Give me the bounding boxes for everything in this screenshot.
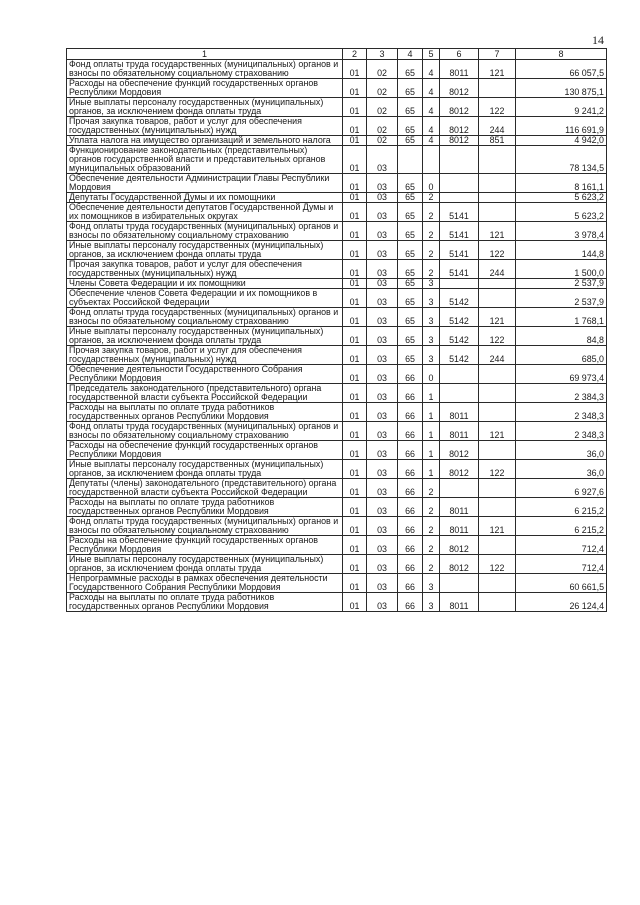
subsection-code-cell: 03 bbox=[367, 460, 398, 479]
article-code-cell: 5142 bbox=[440, 346, 479, 365]
table-row bbox=[67, 241, 607, 260]
subprogram-code-cell: 3 bbox=[423, 289, 440, 308]
subprogram-code-cell: 4 bbox=[423, 79, 440, 98]
table-row bbox=[67, 498, 607, 517]
row-name-cell: Расходы на выплаты по оплате труда работников государственных органов Республики Мордовия bbox=[67, 403, 343, 422]
subprogram-code-cell: 3 bbox=[423, 279, 440, 289]
table-row bbox=[67, 403, 607, 422]
row-name-cell: Депутаты Государственной Думы и их помощники bbox=[67, 193, 343, 203]
subprogram-code-cell: 2 bbox=[423, 203, 440, 222]
header-cell: 4 bbox=[398, 49, 423, 60]
article-code-cell bbox=[440, 384, 479, 403]
section-code-cell: 01 bbox=[343, 98, 367, 117]
section-code-cell: 01 bbox=[343, 517, 367, 536]
table-row bbox=[67, 593, 607, 612]
article-code-cell: 8012 bbox=[440, 441, 479, 460]
table-row bbox=[67, 346, 607, 365]
section-code-cell: 01 bbox=[343, 260, 367, 279]
header-cell: 6 bbox=[440, 49, 479, 60]
amount-cell: 6 215,2 bbox=[516, 498, 607, 517]
row-name-cell: Депутаты (члены) законодательного (представительного) органа государственной власти субъекта Российской Федерации bbox=[67, 479, 343, 498]
expense-type-cell: 121 bbox=[479, 422, 516, 441]
article-code-cell: 5142 bbox=[440, 327, 479, 346]
amount-cell: 36,0 bbox=[516, 441, 607, 460]
table-row bbox=[67, 441, 607, 460]
program-code-cell: 65 bbox=[398, 193, 423, 203]
program-code-cell: 65 bbox=[398, 117, 423, 136]
section-code-cell: 01 bbox=[343, 136, 367, 146]
subsection-code-cell: 03 bbox=[367, 517, 398, 536]
article-code-cell: 8011 bbox=[440, 517, 479, 536]
program-code-cell: 65 bbox=[398, 289, 423, 308]
article-code-cell: 5141 bbox=[440, 203, 479, 222]
section-code-cell: 01 bbox=[343, 241, 367, 260]
article-code-cell: 5141 bbox=[440, 260, 479, 279]
amount-cell: 36,0 bbox=[516, 460, 607, 479]
subsection-code-cell: 03 bbox=[367, 222, 398, 241]
article-code-cell: 8012 bbox=[440, 136, 479, 146]
row-name-cell: Обеспечение членов Совета Федерации и их помощников в субъектах Российской Федерации bbox=[67, 289, 343, 308]
subprogram-code-cell: 2 bbox=[423, 479, 440, 498]
row-name-cell: Иные выплаты персоналу государственных (муниципальных) органов, за исключением фонда оплаты труда bbox=[67, 98, 343, 117]
subsection-code-cell: 03 bbox=[367, 384, 398, 403]
section-code-cell: 01 bbox=[343, 279, 367, 289]
row-name-cell: Прочая закупка товаров, работ и услуг для обеспечения государственных (муниципальных) нужд bbox=[67, 346, 343, 365]
row-name-cell: Фонд оплаты труда государственных (муниципальных) органов и взносы по обязательному социальному страхованию bbox=[67, 60, 343, 79]
section-code-cell: 01 bbox=[343, 174, 367, 193]
subsection-code-cell: 03 bbox=[367, 593, 398, 612]
amount-cell: 5 623,2 bbox=[516, 193, 607, 203]
table-row bbox=[67, 460, 607, 479]
subprogram-code-cell: 0 bbox=[423, 174, 440, 193]
article-code-cell bbox=[440, 479, 479, 498]
subsection-code-cell: 03 bbox=[367, 555, 398, 574]
subprogram-code-cell: 3 bbox=[423, 327, 440, 346]
row-name-cell: Функционирование законодательных (представительных) органов государственной власти и представительных органов муниципальных образований bbox=[67, 146, 343, 174]
expense-type-cell: 121 bbox=[479, 222, 516, 241]
subprogram-code-cell: 1 bbox=[423, 441, 440, 460]
expense-type-cell: 121 bbox=[479, 517, 516, 536]
subsection-code-cell: 03 bbox=[367, 193, 398, 203]
subprogram-code-cell: 3 bbox=[423, 593, 440, 612]
article-code-cell: 8012 bbox=[440, 117, 479, 136]
subsection-code-cell: 02 bbox=[367, 98, 398, 117]
expense-type-cell bbox=[479, 384, 516, 403]
subsection-code-cell: 03 bbox=[367, 498, 398, 517]
article-code-cell bbox=[440, 574, 479, 593]
section-code-cell: 01 bbox=[343, 327, 367, 346]
expense-type-cell bbox=[479, 279, 516, 289]
program-code-cell: 66 bbox=[398, 536, 423, 555]
program-code-cell: 65 bbox=[398, 60, 423, 79]
section-code-cell: 01 bbox=[343, 365, 367, 384]
subsection-code-cell: 03 bbox=[367, 365, 398, 384]
table-row bbox=[67, 117, 607, 136]
section-code-cell: 01 bbox=[343, 117, 367, 136]
subprogram-code-cell: 1 bbox=[423, 460, 440, 479]
amount-cell: 1 768,1 bbox=[516, 308, 607, 327]
row-name-cell: Прочая закупка товаров, работ и услуг для обеспечения государственных (муниципальных) нужд bbox=[67, 117, 343, 136]
amount-cell: 26 124,4 bbox=[516, 593, 607, 612]
program-code-cell: 66 bbox=[398, 593, 423, 612]
table-row bbox=[67, 422, 607, 441]
article-code-cell: 8011 bbox=[440, 498, 479, 517]
program-code-cell: 65 bbox=[398, 327, 423, 346]
section-code-cell: 01 bbox=[343, 289, 367, 308]
subprogram-code-cell: 2 bbox=[423, 222, 440, 241]
expense-type-cell: 121 bbox=[479, 60, 516, 79]
expense-type-cell bbox=[479, 79, 516, 98]
expense-type-cell bbox=[479, 441, 516, 460]
article-code-cell: 8012 bbox=[440, 460, 479, 479]
subprogram-code-cell: 2 bbox=[423, 536, 440, 555]
subprogram-code-cell: 2 bbox=[423, 193, 440, 203]
subprogram-code-cell: 0 bbox=[423, 365, 440, 384]
amount-cell: 685,0 bbox=[516, 346, 607, 365]
subsection-code-cell: 03 bbox=[367, 574, 398, 593]
subsection-code-cell: 03 bbox=[367, 441, 398, 460]
article-code-cell: 5141 bbox=[440, 222, 479, 241]
table-row bbox=[67, 536, 607, 555]
subprogram-code-cell: 4 bbox=[423, 117, 440, 136]
budget-table bbox=[66, 48, 607, 612]
program-code-cell: 65 bbox=[398, 260, 423, 279]
subprogram-code-cell: 1 bbox=[423, 403, 440, 422]
row-name-cell: Фонд оплаты труда государственных (муниципальных) органов и взносы по обязательному социальному страхованию bbox=[67, 422, 343, 441]
table-row bbox=[67, 98, 607, 117]
subprogram-code-cell: 2 bbox=[423, 555, 440, 574]
row-name-cell: Иные выплаты персоналу государственных (муниципальных) органов, за исключением фонда оплаты труда bbox=[67, 460, 343, 479]
table-row bbox=[67, 289, 607, 308]
section-code-cell: 01 bbox=[343, 479, 367, 498]
program-code-cell: 66 bbox=[398, 555, 423, 574]
amount-cell: 69 973,4 bbox=[516, 365, 607, 384]
program-code-cell: 66 bbox=[398, 403, 423, 422]
row-name-cell: Расходы на выплаты по оплате труда работников государственных органов Республики Мордовия bbox=[67, 498, 343, 517]
subsection-code-cell: 03 bbox=[367, 174, 398, 193]
program-code-cell: 65 bbox=[398, 241, 423, 260]
subsection-code-cell: 03 bbox=[367, 327, 398, 346]
amount-cell: 130 875,1 bbox=[516, 79, 607, 98]
row-name-cell: Расходы на обеспечение функций государственных органов Республики Мордовия bbox=[67, 79, 343, 98]
header-cell: 3 bbox=[367, 49, 398, 60]
amount-cell: 3 978,4 bbox=[516, 222, 607, 241]
article-code-cell: 8012 bbox=[440, 536, 479, 555]
subprogram-code-cell: 4 bbox=[423, 98, 440, 117]
table-row bbox=[67, 260, 607, 279]
amount-cell: 6 927,6 bbox=[516, 479, 607, 498]
subsection-code-cell: 02 bbox=[367, 117, 398, 136]
article-code-cell bbox=[440, 365, 479, 384]
subsection-code-cell: 03 bbox=[367, 279, 398, 289]
section-code-cell: 01 bbox=[343, 79, 367, 98]
amount-cell: 116 691,9 bbox=[516, 117, 607, 136]
table-row bbox=[67, 193, 607, 203]
expense-type-cell: 122 bbox=[479, 327, 516, 346]
table-row bbox=[67, 203, 607, 222]
expense-type-cell: 122 bbox=[479, 98, 516, 117]
expense-type-cell: 122 bbox=[479, 241, 516, 260]
section-code-cell: 01 bbox=[343, 555, 367, 574]
amount-cell: 2 348,3 bbox=[516, 422, 607, 441]
subprogram-code-cell: 2 bbox=[423, 498, 440, 517]
program-code-cell: 66 bbox=[398, 422, 423, 441]
program-code-cell: 66 bbox=[398, 460, 423, 479]
amount-cell: 2 537,9 bbox=[516, 289, 607, 308]
article-code-cell: 8011 bbox=[440, 60, 479, 79]
table-row bbox=[67, 60, 607, 79]
program-code-cell: 66 bbox=[398, 517, 423, 536]
program-code-cell bbox=[398, 146, 423, 174]
program-code-cell: 65 bbox=[398, 222, 423, 241]
program-code-cell: 65 bbox=[398, 98, 423, 117]
row-name-cell: Обеспечение деятельности депутатов Государственной Думы и их помощников в избирательных округах bbox=[67, 203, 343, 222]
article-code-cell: 8011 bbox=[440, 422, 479, 441]
program-code-cell: 66 bbox=[398, 574, 423, 593]
program-code-cell: 65 bbox=[398, 79, 423, 98]
row-name-cell: Фонд оплаты труда государственных (муниципальных) органов и взносы по обязательному социальному страхованию bbox=[67, 222, 343, 241]
table-row bbox=[67, 308, 607, 327]
header-cell: 8 bbox=[516, 49, 607, 60]
section-code-cell: 01 bbox=[343, 346, 367, 365]
article-code-cell bbox=[440, 174, 479, 193]
subsection-code-cell: 03 bbox=[367, 479, 398, 498]
program-code-cell: 65 bbox=[398, 308, 423, 327]
row-name-cell: Иные выплаты персоналу государственных (муниципальных) органов, за исключением фонда оплаты труда bbox=[67, 555, 343, 574]
subprogram-code-cell: 3 bbox=[423, 346, 440, 365]
subsection-code-cell: 03 bbox=[367, 536, 398, 555]
subsection-code-cell: 03 bbox=[367, 241, 398, 260]
article-code-cell bbox=[440, 146, 479, 174]
page-number: 14 bbox=[592, 33, 604, 47]
subprogram-code-cell: 2 bbox=[423, 517, 440, 536]
subsection-code-cell: 02 bbox=[367, 79, 398, 98]
table-row bbox=[67, 174, 607, 193]
program-code-cell: 66 bbox=[398, 384, 423, 403]
subprogram-code-cell: 2 bbox=[423, 260, 440, 279]
section-code-cell: 01 bbox=[343, 593, 367, 612]
article-code-cell bbox=[440, 279, 479, 289]
subsection-code-cell: 02 bbox=[367, 60, 398, 79]
row-name-cell: Иные выплаты персоналу государственных (муниципальных) органов, за исключением фонда оплаты труда bbox=[67, 241, 343, 260]
expense-type-cell bbox=[479, 365, 516, 384]
row-name-cell: Обеспечение деятельности Государственного Собрания Республики Мордовия bbox=[67, 365, 343, 384]
program-code-cell: 65 bbox=[398, 136, 423, 146]
expense-type-cell bbox=[479, 536, 516, 555]
program-code-cell: 66 bbox=[398, 365, 423, 384]
subsection-code-cell: 03 bbox=[367, 308, 398, 327]
section-code-cell: 01 bbox=[343, 403, 367, 422]
amount-cell: 712,4 bbox=[516, 555, 607, 574]
row-name-cell: Расходы на обеспечение функций государственных органов Республики Мордовия bbox=[67, 441, 343, 460]
subprogram-code-cell: 4 bbox=[423, 60, 440, 79]
row-name-cell: Фонд оплаты труда государственных (муниципальных) органов и взносы по обязательному социальному страхованию bbox=[67, 308, 343, 327]
section-code-cell: 01 bbox=[343, 203, 367, 222]
section-code-cell: 01 bbox=[343, 536, 367, 555]
expense-type-cell bbox=[479, 498, 516, 517]
article-code-cell: 5142 bbox=[440, 289, 479, 308]
table-row bbox=[67, 555, 607, 574]
article-code-cell: 5141 bbox=[440, 241, 479, 260]
header-cell: 7 bbox=[479, 49, 516, 60]
row-name-cell: Члены Совета Федерации и их помощники bbox=[67, 279, 343, 289]
subprogram-code-cell: 1 bbox=[423, 384, 440, 403]
amount-cell: 6 215,2 bbox=[516, 517, 607, 536]
expense-type-cell: 851 bbox=[479, 136, 516, 146]
row-name-cell: Председатель законодательного (представительного) органа государственной власти субъекта Российской Федерации bbox=[67, 384, 343, 403]
expense-type-cell: 121 bbox=[479, 308, 516, 327]
row-name-cell: Непрограммные расходы в рамках обеспечения деятельности Государственного Собрания Республики Мордовия bbox=[67, 574, 343, 593]
expense-type-cell: 244 bbox=[479, 346, 516, 365]
article-code-cell: 8012 bbox=[440, 79, 479, 98]
table-row bbox=[67, 279, 607, 289]
row-name-cell: Обеспечение деятельности Администрации Главы Республики Мордовия bbox=[67, 174, 343, 193]
expense-type-cell: 122 bbox=[479, 460, 516, 479]
expense-type-cell bbox=[479, 203, 516, 222]
amount-cell: 1 500,0 bbox=[516, 260, 607, 279]
section-code-cell: 01 bbox=[343, 384, 367, 403]
subsection-code-cell: 02 bbox=[367, 136, 398, 146]
expense-type-cell bbox=[479, 574, 516, 593]
expense-type-cell bbox=[479, 403, 516, 422]
subsection-code-cell: 03 bbox=[367, 422, 398, 441]
row-name-cell: Прочая закупка товаров, работ и услуг для обеспечения государственных (муниципальных) нужд bbox=[67, 260, 343, 279]
row-name-cell: Уплата налога на имущество организаций и земельного налога bbox=[67, 136, 343, 146]
amount-cell: 2 384,3 bbox=[516, 384, 607, 403]
expense-type-cell bbox=[479, 174, 516, 193]
table-row bbox=[67, 327, 607, 346]
amount-cell: 9 241,2 bbox=[516, 98, 607, 117]
table-row bbox=[67, 479, 607, 498]
amount-cell: 78 134,5 bbox=[516, 146, 607, 174]
header-cell: 5 bbox=[423, 49, 440, 60]
header-cell: 2 bbox=[343, 49, 367, 60]
row-name-cell: Расходы на выплаты по оплате труда работников государственных органов Республики Мордовия bbox=[67, 593, 343, 612]
expense-type-cell bbox=[479, 146, 516, 174]
expense-type-cell: 122 bbox=[479, 555, 516, 574]
subsection-code-cell: 03 bbox=[367, 260, 398, 279]
table-row bbox=[67, 222, 607, 241]
section-code-cell: 01 bbox=[343, 498, 367, 517]
expense-type-cell bbox=[479, 289, 516, 308]
amount-cell: 712,4 bbox=[516, 536, 607, 555]
article-code-cell bbox=[440, 193, 479, 203]
section-code-cell: 01 bbox=[343, 222, 367, 241]
subprogram-code-cell: 3 bbox=[423, 574, 440, 593]
table-row bbox=[67, 574, 607, 593]
amount-cell: 84,8 bbox=[516, 327, 607, 346]
row-name-cell: Фонд оплаты труда государственных (муниципальных) органов и взносы по обязательному социальному страхованию bbox=[67, 517, 343, 536]
amount-cell: 60 661,5 bbox=[516, 574, 607, 593]
table-row bbox=[67, 79, 607, 98]
amount-cell: 5 623,2 bbox=[516, 203, 607, 222]
program-code-cell: 65 bbox=[398, 279, 423, 289]
amount-cell: 4 942,0 bbox=[516, 136, 607, 146]
subsection-code-cell: 03 bbox=[367, 289, 398, 308]
amount-cell: 66 057,5 bbox=[516, 60, 607, 79]
section-code-cell: 01 bbox=[343, 574, 367, 593]
subsection-code-cell: 03 bbox=[367, 203, 398, 222]
section-code-cell: 01 bbox=[343, 441, 367, 460]
table-row bbox=[67, 146, 607, 174]
program-code-cell: 65 bbox=[398, 203, 423, 222]
section-code-cell: 01 bbox=[343, 308, 367, 327]
expense-type-cell bbox=[479, 193, 516, 203]
table-row bbox=[67, 517, 607, 536]
subprogram-code-cell: 3 bbox=[423, 308, 440, 327]
row-name-cell: Иные выплаты персоналу государственных (муниципальных) органов, за исключением фонда оплаты труда bbox=[67, 327, 343, 346]
section-code-cell: 01 bbox=[343, 193, 367, 203]
amount-cell: 2 537,9 bbox=[516, 279, 607, 289]
program-code-cell: 66 bbox=[398, 498, 423, 517]
amount-cell: 2 348,3 bbox=[516, 403, 607, 422]
table-body bbox=[67, 60, 607, 612]
section-code-cell: 01 bbox=[343, 460, 367, 479]
expense-type-cell: 244 bbox=[479, 117, 516, 136]
article-code-cell: 8012 bbox=[440, 98, 479, 117]
subprogram-code-cell: 1 bbox=[423, 422, 440, 441]
row-name-cell: Расходы на обеспечение функций государственных органов Республики Мордовия bbox=[67, 536, 343, 555]
program-code-cell: 65 bbox=[398, 346, 423, 365]
subsection-code-cell: 03 bbox=[367, 403, 398, 422]
table-header bbox=[67, 49, 607, 60]
header-cell: 1 bbox=[67, 49, 343, 60]
article-code-cell: 8011 bbox=[440, 403, 479, 422]
article-code-cell: 5142 bbox=[440, 308, 479, 327]
subsection-code-cell: 03 bbox=[367, 346, 398, 365]
subsection-code-cell: 03 bbox=[367, 146, 398, 174]
article-code-cell: 8011 bbox=[440, 593, 479, 612]
expense-type-cell bbox=[479, 593, 516, 612]
table-row bbox=[67, 365, 607, 384]
subprogram-code-cell: 2 bbox=[423, 241, 440, 260]
program-code-cell: 66 bbox=[398, 441, 423, 460]
amount-cell: 144,8 bbox=[516, 241, 607, 260]
amount-cell: 8 161,1 bbox=[516, 174, 607, 193]
program-code-cell: 66 bbox=[398, 479, 423, 498]
section-code-cell: 01 bbox=[343, 422, 367, 441]
header-row bbox=[67, 49, 607, 60]
program-code-cell: 65 bbox=[398, 174, 423, 193]
table-row bbox=[67, 384, 607, 403]
article-code-cell: 8012 bbox=[440, 555, 479, 574]
subprogram-code-cell bbox=[423, 146, 440, 174]
section-code-cell: 01 bbox=[343, 146, 367, 174]
subprogram-code-cell: 4 bbox=[423, 136, 440, 146]
section-code-cell: 01 bbox=[343, 60, 367, 79]
expense-type-cell bbox=[479, 479, 516, 498]
expense-type-cell: 244 bbox=[479, 260, 516, 279]
table-row bbox=[67, 136, 607, 146]
